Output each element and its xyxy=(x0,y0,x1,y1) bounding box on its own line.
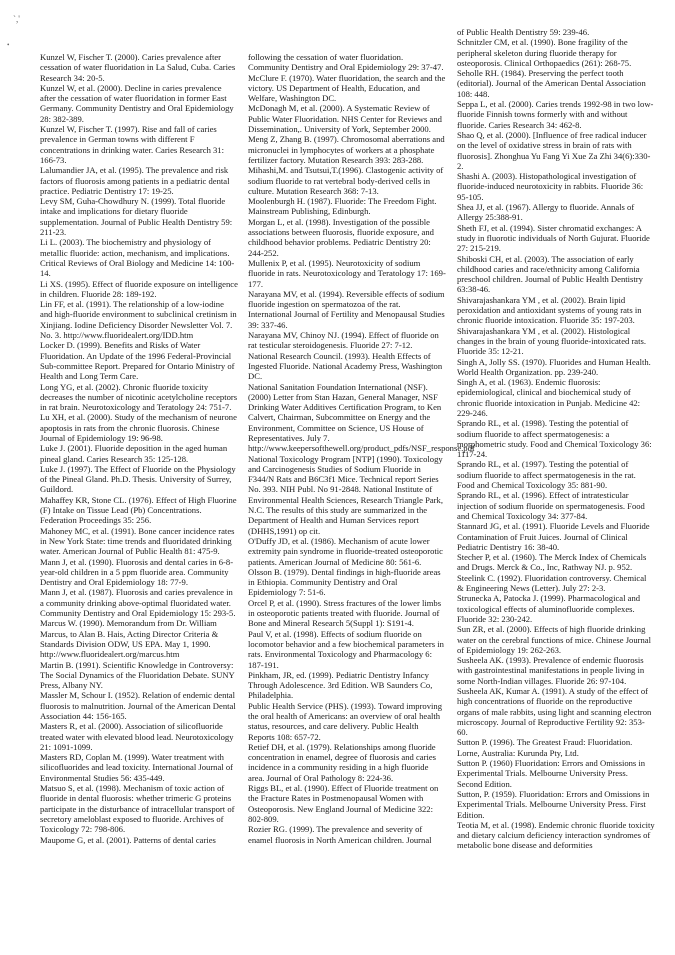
reference-entry: Singh A, et al. (1963). Endemic fluorosis: epidemiological, clinical and biochemical study of chronic fluoride intoxication in Punjab. Medicine 42: 229-246. xyxy=(457,377,641,418)
reference-entry: Kunzel W, Fischer T. (1997). Rise and fall of caries prevalence in German towns with different F concentrations in drinking water. Caries Research 31: 166-73. xyxy=(40,124,224,165)
reference-entry: Sutton, P. (1959). Fluoridation: Errors and Omissions in Experimental Trials. Melbourne University Press. First Edition. xyxy=(457,788,650,820)
reference-entry: of Public Health Dentistry 59: 239-46. xyxy=(457,27,590,37)
reference-entry: Sprando RL, et al. (1997). Testing the potential of sodium fluoride to affect spermatogenesis in the rat. Food and Chemical Toxicology 35: 881-90. xyxy=(457,459,636,491)
reference-entry: Sun ZR, et al. (2000). Effects of high fluoride drinking water on the cerebral functions of mice. Chinese Journal of Epidemiology 19: 262-263. xyxy=(457,624,652,655)
reference-entry: Morgan L, et al. (1998). Investigation of the possible associations between fluorosis, fluoride exposure, and childhood behavior problems. Pediatric Dentistry 20: 244-252. xyxy=(248,216,434,258)
reference-entry: Matsuo S, et al. (1998). Mechanism of toxic action of fluoride in dental fluorosis: whether trimeric G proteins participate in the disturbance of intracellular transport of secretory ameloblast exposed to fluoride. Archives of Toxicology 72: 798-806. xyxy=(40,783,235,835)
reference-entry: Long YG, et al. (2002). Chronic fluoride toxicity decreases the number of nicotinic acetylcholine receptors in rat brain. Neurotoxicology and Teratology 24: 751-7. xyxy=(40,381,238,413)
reference-entry: Susheela AK, Kumar A. (1991). A study of the effect of high concentrations of fluoride on the reproductive organs of male rabbits, using light and scanning electron microscopy. Journal of Reproductive Fertility 92: 353-60. xyxy=(457,686,652,738)
reference-entry: Retief DH, et al. (1979). Relationships among fluoride concentration in enamel, degree of fluorosis and caries incidence in a community residing in a high fluoride area. Journal of Oral Pathology 8: 224-36. xyxy=(248,741,437,783)
reference-entry: Li L. (2003). The biochemistry and physiology of metallic fluoride: action, mechanism, and implications. Critical Reviews of Oral Biology and Medicine 14: 100-14. xyxy=(40,237,235,279)
reference-entry: Shivarajashankara YM , et al. (2002). Brain lipid peroxidation and antioxidant systems of young rats in chronic fluoride intoxication. Fluoride 35: 197-203. xyxy=(457,294,642,326)
reference-entry: Lalumandier JA, et al. (1995). The prevalence and risk factors of fluorosis among patients in a pediatric dental practice. Pediatric Dentistry 17: 19-25. xyxy=(40,165,230,196)
reference-entry: Mann J, et al. (1990). Fluorosis and dental caries in 6-8-year-old children in a 5 ppm fluoride area. Community Dentistry and Oral Epidemiology 18: 77-9. xyxy=(40,556,234,588)
reference-entry: Narayana MV, et al. (1994). Reversible effects of sodium fluoride ingestion on spermatozoa of the rat. International Journal of Fertility and Menopausal Studies 39: 337-46. xyxy=(248,288,445,330)
reference-entry: Lin FF, et al. (1991). The relationship of a low-iodine and high-fluoride environment to subclinical cretinism in Xinjiang. Iodine Deficiency Disorder Newsletter Vol. 7. No. 3. http://www.fluoridealert.org/IDD.htm xyxy=(40,299,237,341)
reference-entry: O'Duffy JD, et al. (1986). Mechanism of acute lower extremity pain syndrome in fluoride-treated osteoporotic patients. American Journal of Medicine 80: 561-6. xyxy=(248,535,443,567)
reference-entry: Shea JJ, et al. (1967). Allergy to fluoride. Annals of Allergy 25:388-91. xyxy=(457,202,635,223)
reference-entry: Seppa L, et al. (2000). Caries trends 1992-98 in two low-fluoride Finnish towns formerly with and without fluoride. Caries Research 34: 462-8. xyxy=(457,99,654,130)
reference-entry: Olsson B. (1979). Dental findings in high-fluoride areas in Ethiopia. Community Dentistry and Oral Epidemiology 7: 51-6. xyxy=(248,566,441,598)
reference-entry: Steelink C. (1992). Fluoridation controversy. Chemical & Engineering News (Letter). July 27: 2-3. xyxy=(457,572,647,594)
reference-entry: Orcel P, et al. (1990). Stress fractures of the lower limbs in osteoporotic patients treated with fluoride. Journal of Bone and Mineral Research 5(Suppl 1): S191-4. xyxy=(248,597,442,629)
reference-entry: Moolenburgh H. (1987). Fluoride: The Freedom Fight. Mainstream Publishing, Edinburgh. xyxy=(248,196,437,217)
reference-entry: Luke J. (1997). The Effect of Fluoride on the Physiology of the Pineal Gland. Ph.D. Thesis. University of Surrey, Guildord. xyxy=(40,463,236,495)
reference-entry: Riggs BL, et al. (1990). Effect of Fluoride treatment on the Fracture Rates in Postmenopausal Women with Osteoporosis. New England Journal of Medicine 322: 802-809. xyxy=(248,783,439,824)
reference-entry: Masters RD, Coplan M. (1999). Water treatment with silicofluorides and lead toxicity. International Journal of Environmental Studies 56: 435-449. xyxy=(40,752,233,783)
reference-entry: Masters R, et al. (2000). Association of silicofluoride treated water with elevated blood lead. Neurotoxicology 21: 1091-1099. xyxy=(40,721,234,752)
reference-entry: Pinkham, JR, ed. (1999). Pediatric Dentistry Infancy Through Adolescence. 3rd Edition. WB Saunders Co, Philadelphia. xyxy=(248,669,433,701)
reference-entry: Mihashi,M. and Tsutsui,T.(1996). Clastogenic activity of sodium fluoride to rat vertebral body-derived cells in culture. Mutation Research 368: 7-13. xyxy=(248,165,444,196)
reference-entry: Strunecka A, Patocka J. (1999). Pharmacological and toxicological effects of aluminofluoride complexes. Fluoride 32: 230-242. xyxy=(457,593,641,624)
reference-entry: Sutton P. (1960) Fluoridation: Errors and Omissions in Experimental Trials. Melbourne University Press. Second Edition. xyxy=(457,758,646,789)
reference-entry: National Toxicology Program [NTP] (1990). Toxicology and Carcinogenesis Studies of Sodium Fluoride in F344/N Rats and B6C3f1 Mice. Technical report Series No. 393. NIH Publ. No 91-2848. National Institute of Environmental Health Sciences, Research Triangle Park, N.C. The results of this study are summarized in the Department of Health and Human Services report (DHHS,1991) op cit. xyxy=(248,453,443,536)
reference-entry: Kunzel W, et al. (2000). Decline in caries prevalence after the cessation of water fluoridation in former East Germany. Community Dentistry and Oral Epidemiology 28: 382-389. xyxy=(40,82,234,124)
reference-entry: Massler M, Schour I. (1952). Relation of endemic dental fluorosis to malnutrition. Journal of the American Dental Association 44: 156-165. xyxy=(40,690,236,721)
column-middle xyxy=(248,52,475,952)
reference-entry: Seholle RH. (1984). Preserving the perfect tooth (editorial). Journal of the American Dental Association 108: 448. xyxy=(457,68,646,99)
reference-entry: Teotia M, et al. (1998). Endemic chronic fluoride toxicity and dietary calcium deficiency interaction syndromes of metabolic bone disease and deformities xyxy=(457,819,655,851)
reference-entry: following the cessation of water fluoridation. Community Dentistry and Oral Epidemiology 29: 37-47. xyxy=(248,52,444,73)
reference-entry: Sprando RL, et al. (1998). Testing the potential of sodium fluoride to affect spermatogenesis: a morphometric study. Food and Chemical Toxicology 36: 1117-24. xyxy=(457,418,652,460)
scan-mark: `,' xyxy=(13,14,20,24)
column-left xyxy=(40,52,238,952)
reference-entry: Mahoney MC, et al. (1991). Bone cancer incidence rates in New York State: time trends and fluoridated drinking water. American Journal of Public Health 81: 475-9. xyxy=(40,525,235,557)
reference-entry: Lu XH, et al. (2000). Study of the mechanism of neurone apoptosis in rats from the chronic fluorosis. Chinese Journal of Epidemiology 19: 96-98. xyxy=(40,412,237,443)
reference-entry: Shashi A. (2003). Histopathological investigation of fluoride-induced neurotoxicity in rabbits. Fluoride 36: 95-105. xyxy=(457,171,644,202)
reference-entry: National Research Council. (1993). Health Effects of Ingested Fluoride. National Academy Press, Washington DC. xyxy=(248,350,443,382)
reference-entry: McClure F. (1970). Water fluoridation, the search and the victory. US Department of Health, Education, and Welfare, Washington DC. xyxy=(248,72,446,104)
reference-entry: Public Health Service (PHS). (1993). Toward improving the oral health of Americans: an overview of oral health status, resources, and care delivery. Public Health Reports 108: 657-72. xyxy=(248,700,443,742)
reference-entry: Kunzel W, Fischer T. (2000). Caries prevalence after cessation of water fluoridation in La Salud, Cuba. Caries Research 34: 20-5. xyxy=(40,52,236,83)
reference-entry: Levy SM, Guha-Chowdhury N. (1999). Total fluoride intake and implications for dietary fluoride supplementation. Journal of Public Health Dentistry 59: 211-23. xyxy=(40,196,233,238)
reference-entry: Stannard JG, et al. (1991). Fluoride Levels and Fluoride Contamination of Fruit Juices. Journal of Clinical Pediatric Dentistry 16: 38-40. xyxy=(457,521,650,552)
reference-entry: Schnitzler CM, et al. (1990). Bone fragility of the peripheral skeleton during fluoride therapy for osteoporosis. Clinical Orthopaedics (261): 268-75. xyxy=(457,37,632,68)
reference-entry: Sutton P. (1996). The Greatest Fraud: Fluoridation. Lorne, Australia: Kurunda Pty, Ltd. xyxy=(457,737,633,758)
reference-entry: Shiboski CH, et al. (2003). The association of early childhood caries and race/ethnicity among California preschool children. Journal of Public Health Dentistry 63:38-46. xyxy=(457,253,643,295)
reference-entry: National Sanitation Foundation International (NSF). (2000) Letter from Stan Hazan, General Manager, NSF Drinking Water Additives Certification Program, to Ken Calvert, Chairman, Subcommittee on Energy and the Environment, Committee on Science, US House of Representatives. July 7. http://www.keepersofthewell.org/product_pdfs/NSF_response.pdf xyxy=(248,381,475,454)
reference-entry: Li XS. (1995). Effect of fluoride exposure on intelligence in children. Fluoride 28: 189-192. xyxy=(40,278,238,299)
reference-entry: Sprando RL, et al. (1996). Effect of intratesticular injection of sodium fluoride on spermatogenesis. Food and Chemical Toxicology 34: 377-84. xyxy=(457,490,645,521)
reference-entry: Narayana MV, Chinoy NJ. (1994). Effect of fluoride on rat testicular steroidogenesis. Fluoride 27: 7-12. xyxy=(248,330,439,351)
reference-entry: Shivarajashankara YM , et al. (2002). Histological changes in the brain of young fluoride-intoxicated rats. Fluoride 35: 12-21. xyxy=(457,325,647,357)
reference-entry: Locker D. (1999). Benefits and Risks of Water Fluoridation. An Update of the 1996 Federal-Provincial Sub-committee Report. Prepared for Ontario Ministry of Health and Long Term Care. xyxy=(40,340,235,382)
reference-entry: Paul V, et al. (1998). Effects of sodium fluoride on locomotor behavior and a few biochemical parameters in rats. Environmental Toxicology and Pharmacology 6: 187-191. xyxy=(248,628,444,670)
bullet-mark: • xyxy=(7,41,10,49)
reference-entry: Maupome G, et al. (2001). Patterns of dental caries xyxy=(40,834,216,845)
reference-entry: Mann J, et al. (1987). Fluorosis and caries prevalence in a community drinking above-optimal fluoridated water. Community Dentistry and Oral Epidemiology 15: 293-5. xyxy=(40,587,236,619)
reference-entry: McDonagh M, et al. (2000). A Systematic Review of Public Water Fluoridation. NHS Center for Reviews and Dissemination,. University of York, September 2000. xyxy=(248,103,442,135)
reference-entry: Meng Z, Zhang B. (1997). Chromosomal aberrations and micronuclei in lymphocytes of workers at a phosphate fertilizer factory. Mutation Research 393: 283-288. xyxy=(248,134,445,165)
reference-entry: Mullenix P, et al. (1995). Neurotoxicity of sodium fluoride in rats. Neurotoxicology and Teratology 17: 169-177. xyxy=(248,257,446,289)
reference-entry: Rozier RG. (1999). The prevalence and severity of enamel fluorosis in North American children. Journal xyxy=(248,824,432,845)
reference-entry: Mahaffey KR, Stone CL. (1976). Effect of High Fluorine (F) Intake on Tissue Lead (Pb) Concentrations. Federation Proceedings 35: 256. xyxy=(40,494,237,526)
reference-entry: Sheth FJ, et al. (1994). Sister chromatid exchanges: A study in fluorotic individuals of North Gujurat. Fluoride 27: 215-219. xyxy=(457,222,650,254)
reference-entry: Shao Q, et al. (2000). [Influence of free radical inducer on the level of oxidative stress in brain of rats with fluorosis]. Zhonghua Yu Fang Yi Xue Za Zhi 34(6):330-2. xyxy=(457,129,651,171)
reference-entry: Singh A, Jolly SS. (1970). Fluorides and Human Health. World Health Organization. pp. 239-240. xyxy=(457,356,651,377)
reference-entry: Susheela AK. (1993). Prevalence of endemic fluorosis with gastrointestinal manifestations in people living in some North-Indian villages. Fluoride 26: 97-104. xyxy=(457,655,645,686)
column-right xyxy=(457,27,655,952)
reference-entry: Martin B. (1991). Scientific Knowledge in Controversy: The Social Dynamics of the Fluoridation Debate. SUNY Press, Albany NY. xyxy=(40,659,235,691)
reference-entry: Luke J. (2001). Fluoride deposition in the aged human pineal gland. Caries Research 35: 125-128. xyxy=(40,443,228,464)
reference-entry: Stecher P, et al. (1960). The Merck Index of Chemicals and Drugs. Merck & Co., Inc, Rathway NJ. p. 952. xyxy=(457,552,647,573)
reference-entry: Marcus W. (1990). Memorandum from Dr. William Marcus, to Alan B. Hais, Acting Director Criteria & Standards Division ODW, US EPA. May 1, 1990. http://www.fluoridealert.org/marcus.htm xyxy=(40,618,219,660)
